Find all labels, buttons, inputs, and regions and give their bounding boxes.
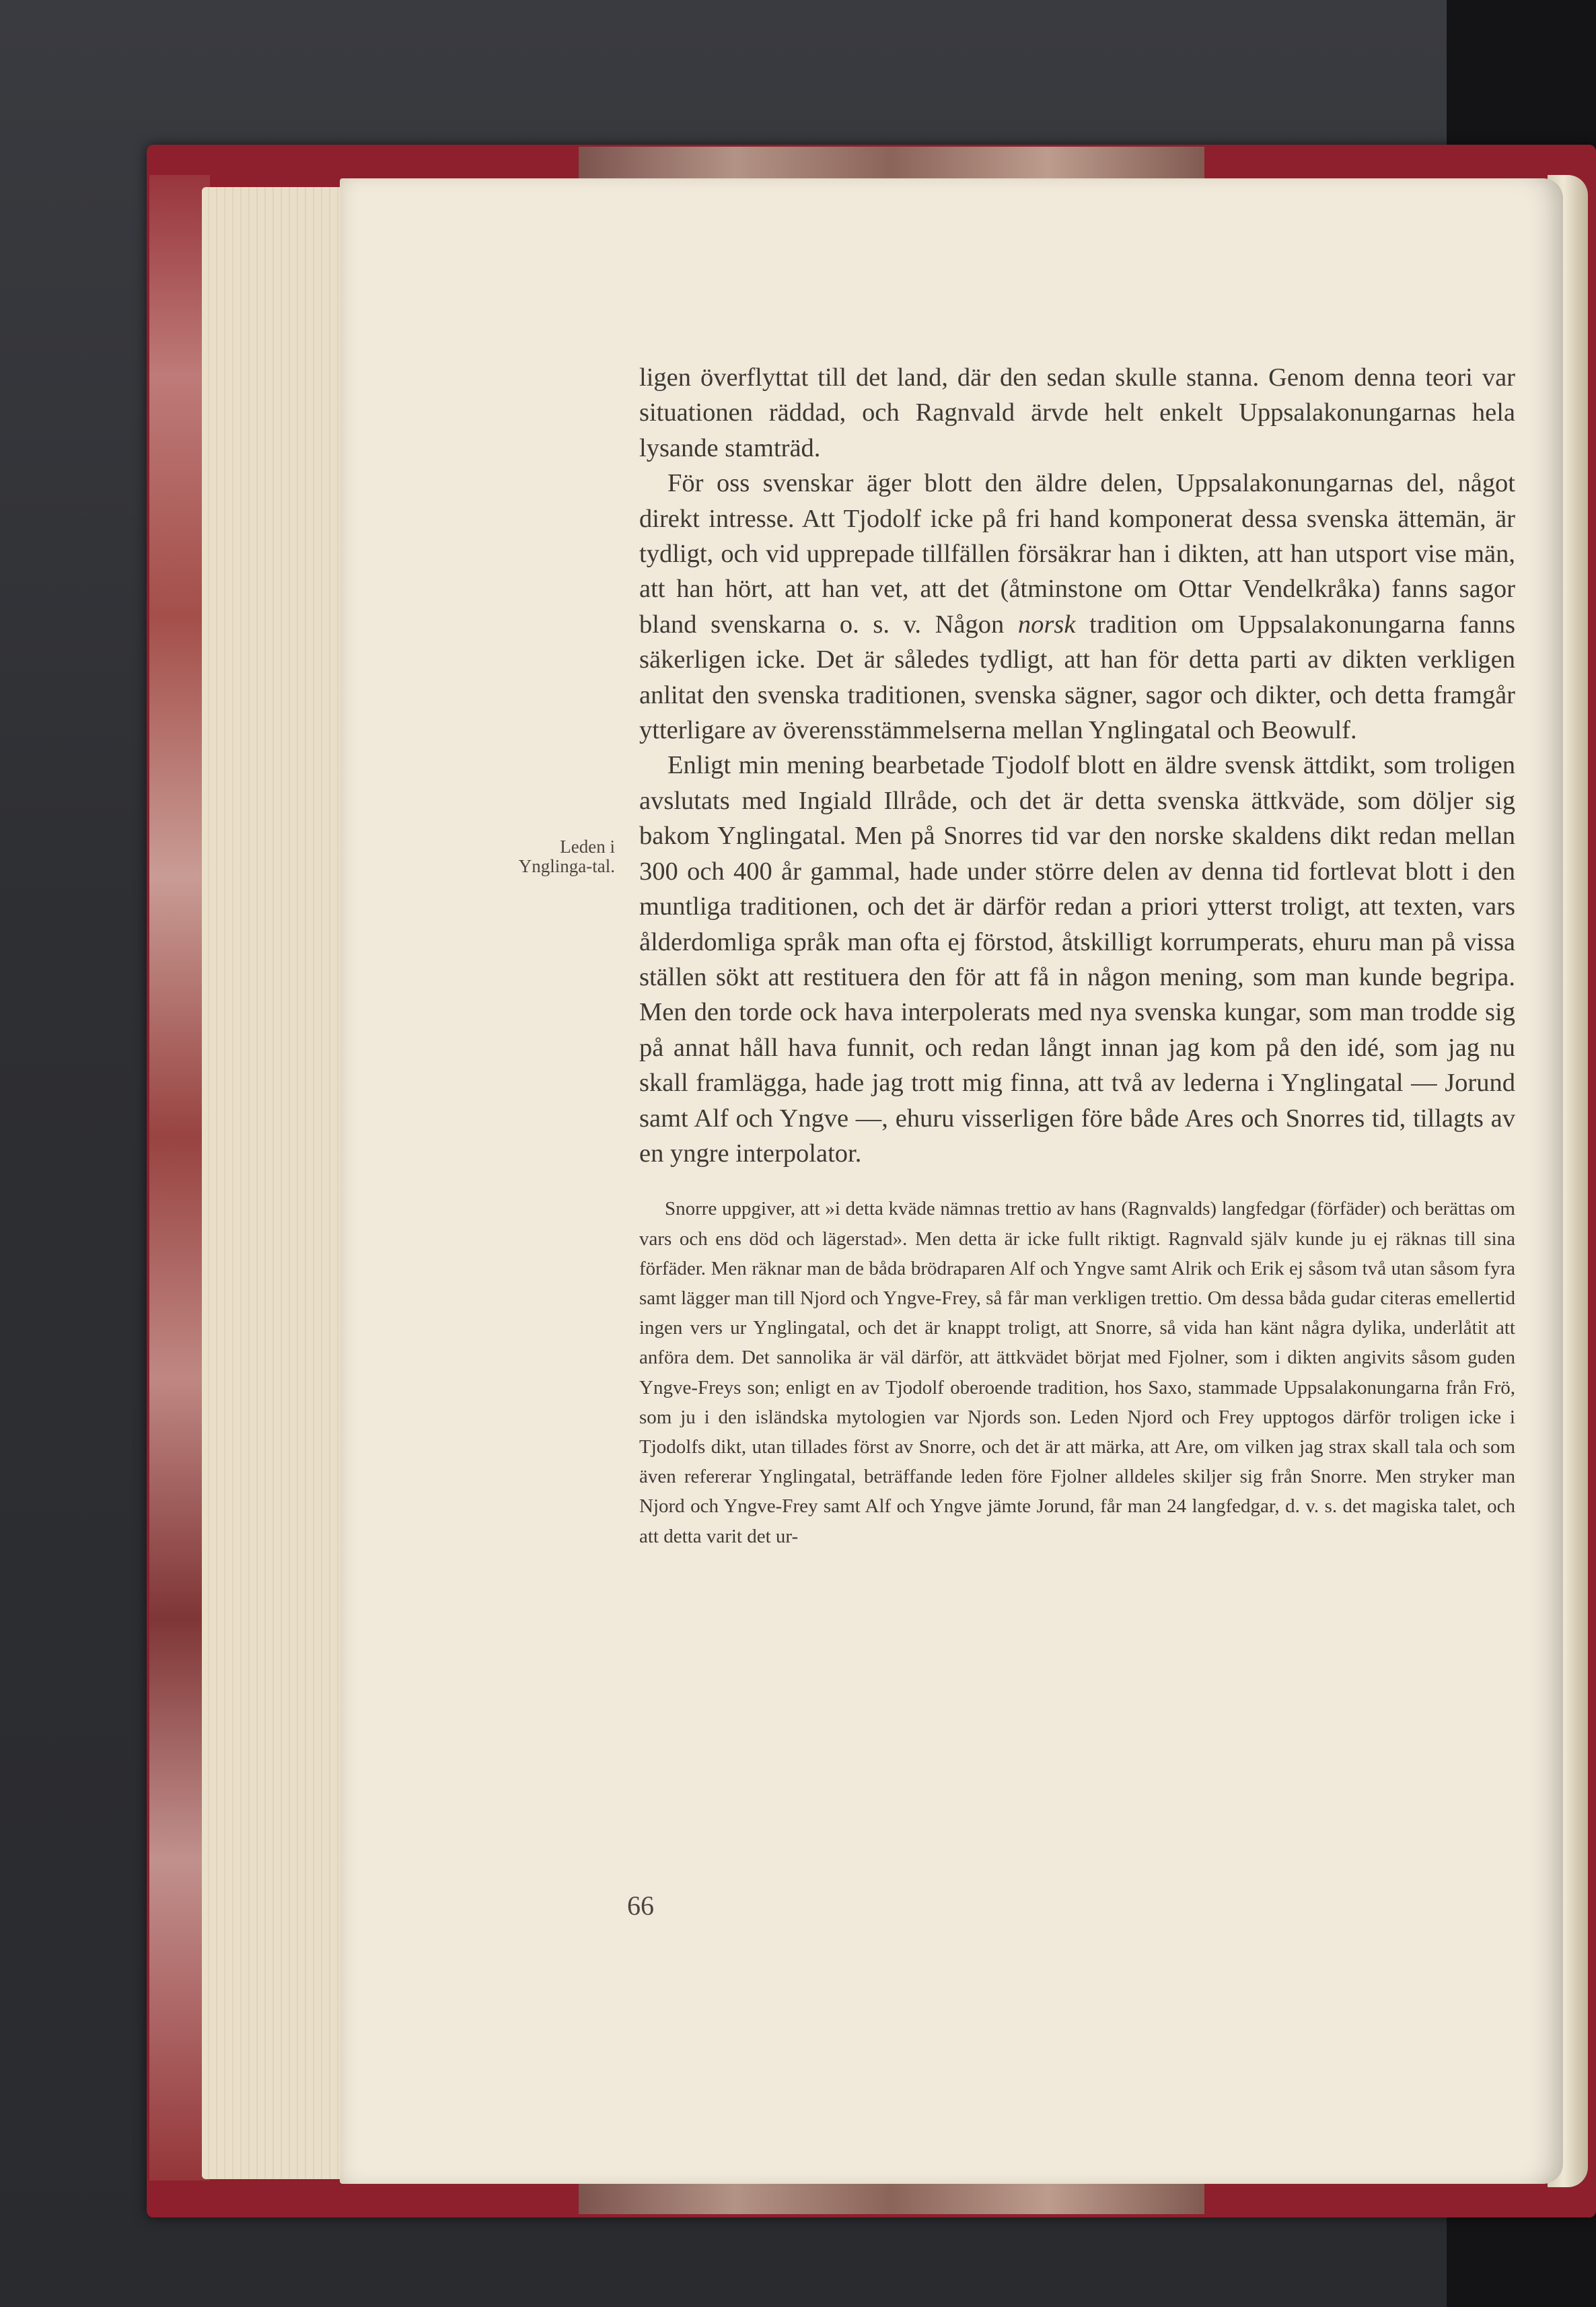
page-number: 66 [627, 1890, 654, 1921]
cover-marbled-paper [149, 175, 210, 2180]
cover-marbled-paper-bottom [579, 2180, 1204, 2214]
footnote-block [639, 1194, 1515, 1551]
main-text [639, 360, 1515, 1551]
paragraph-3: Enligt min mening bearbetade Tjodolf blott en äldre svensk ättdikt, som troligen avslutats med Ingiald Illråde, och det är detta svenska ättkväde, som döljer sig bakom Ynglingatal. Men på Snorres tid var den norske skaldens dikt redan mellan 300 och 400 år gammal, hade under större delen av denna tid fortlevat blott i den muntliga traditionen, och det är därför redan a priori ytterst troligt, att texten, vars ålderdomliga språk man ofta ej förstod, åtskilligt korrumperats, ehuru man på vissa ställen sökt att restituera den för att få in någon mening, som man kunde begripa. Men den torde ock hava interpolerats med nya svenska kungar, som man trodde sig på annat håll hava funnit, och redan långt innan jag kom på den idé, som jag nu skall framlägga, hade jag trott mig finna, att två av lederna i Ynglingatal — Jorund samt Alf och Yngve —, ehuru visserligen före både Ares och Snorres tid, tillagts av en yngre interpolator. [639, 751, 1515, 1168]
paragraph-2 [639, 466, 1515, 748]
paragraph-1: ligen överflyttat till det land, där den sedan skulle stanna. Genom denna teori var situationen räddad, och Ragnvald ärvde helt enkelt Uppsalakonungarnas hela lysande stamträd. [639, 363, 1515, 462]
paragraph-2-part-1: För oss svenskar äger blott den äldre delen, Uppsalakonungarnas del, något direkt intresse. Att Tjodolf icke på fri hand komponerat dessa svenska ättemän, är tydligt, och vid upprepade tillfällen försäkrar han i dikten, att han utsport vise män, att han hört, att han vet, att det (åtminstone om Ottar Vendelkråka) fanns sagor bland svenskarna o. s. v. Någon [639, 469, 1515, 639]
page-edges [202, 187, 363, 2179]
paragraph-2-emphasis: norsk [1017, 610, 1076, 639]
footnote: Snorre uppgiver, att »i detta kväde nämnas trettio av hans (Ragnvalds) langfedgar (förfäder) och berättas om vars och ens död och lägerstad». Men detta är icke fullt riktigt. Ragnvald själv kunde ju ej räknas till sina förfäder. Men räknar man de båda brödraparen Alf och Yngve samt Alrik och Erik ej såsom två utan såsom fyra samt lägger man till Njord och Yngve-Frey, så får man verkligen trettio. Om dessa båda gudar citeras emellertid ingen vers ur Ynglingatal, och det är knappt troligt, att Snorre, så vida han känt några dylika, underlåtit att anföra dem. Det sannolika är väl därför, att ättkvädet börjat med Fjolner, som i dikten angivits såsom guden Yngve-Freys son; enligt en av Tjodolf oberoende tradition, hos Saxo, stammade Uppsalakonungarna från Frö, som ju i den isländska mytologien var Njords son. Leden Njord och Frey upptogos därför troligen icke i Tjodolfs dikt, utan tillades först av Snorre, och det är att märka, att Are, om vilken jag strax skall tala och som även refererar Ynglingatal, beträffande leden före Fjolner alldeles skiljer sig från Snorre. Men stryker man Njord och Yngve-Frey samt Alf och Yngve jämte Jorund, får man 24 langfedgar, d. v. s. det magiska talet, och att detta varit det ur- [639, 1198, 1515, 1547]
paragraph-2-part-2: tradition om Uppsalakonungarna fanns säkerligen icke. Det är således tydligt, att han för detta parti av dikten verkligen anlitat den svenska traditionen, svenska sägner, sagor och dikter, och detta framgår ytterligare av överensstämmelserna mellan Ynglingatal och Beowulf. [639, 610, 1515, 745]
margin-note: Leden i Ynglinga-tal. [518, 837, 615, 876]
